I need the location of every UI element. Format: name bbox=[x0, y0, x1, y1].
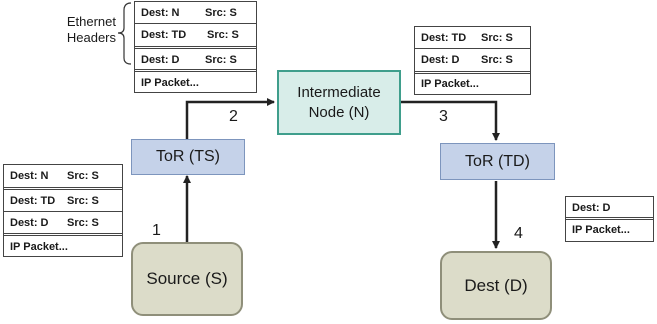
src-field: Src: S bbox=[67, 217, 99, 229]
header-stack-top-right bbox=[414, 26, 531, 95]
step-3-label: 3 bbox=[439, 108, 448, 125]
dest-field: Dest: D bbox=[141, 54, 180, 66]
dest-field: Dest: D bbox=[10, 217, 49, 229]
src-field: Src: S bbox=[67, 195, 99, 207]
header-row bbox=[4, 212, 122, 236]
dest-field: Dest: TD bbox=[10, 195, 56, 207]
source-node bbox=[131, 242, 243, 316]
intermediate-node bbox=[277, 70, 401, 135]
ip-packet-row bbox=[415, 73, 530, 95]
tor-td-node bbox=[440, 143, 555, 180]
dest-label: Dest (D) bbox=[464, 275, 528, 295]
dest-field: Dest: D bbox=[421, 54, 460, 66]
ip-packet-row bbox=[4, 236, 122, 258]
src-field: Src: S bbox=[67, 170, 99, 182]
header-stack-top-left bbox=[134, 1, 257, 93]
ip-packet-row bbox=[135, 72, 256, 94]
src-field: Src: S bbox=[481, 54, 513, 66]
step-2-label: 2 bbox=[229, 108, 238, 125]
dest-field: Dest: D bbox=[572, 202, 611, 214]
src-field: Src: S bbox=[481, 32, 513, 44]
header-row bbox=[415, 49, 530, 74]
src-field: Src: S bbox=[205, 54, 237, 66]
intermediate-node-line2: Node (N) bbox=[308, 103, 370, 121]
intermediate-node-line1: Intermediate bbox=[297, 83, 381, 101]
packet-field: IP Packet... bbox=[572, 224, 630, 236]
header-row bbox=[135, 49, 256, 72]
header-row bbox=[135, 24, 256, 49]
ethernet-label-line2: Headers bbox=[66, 30, 116, 45]
tor-td-label: ToR (TD) bbox=[465, 152, 530, 170]
dest-field: Dest: TD bbox=[141, 29, 187, 41]
header-row bbox=[566, 197, 653, 220]
dest-field: Dest: N bbox=[10, 170, 49, 182]
ip-packet-row bbox=[566, 219, 653, 241]
tor-ts-label: ToR (TS) bbox=[156, 148, 220, 165]
tor-ts-node bbox=[131, 139, 245, 175]
source-label: Source (S) bbox=[146, 269, 228, 288]
ethernet-headers-label bbox=[52, 14, 116, 46]
src-field: Src: S bbox=[205, 7, 237, 19]
header-stack-bottom-right bbox=[565, 196, 654, 242]
header-row bbox=[4, 190, 122, 212]
ethernet-headers-brace bbox=[118, 3, 131, 64]
packet-field: IP Packet... bbox=[421, 78, 479, 90]
packet-field: IP Packet... bbox=[141, 77, 199, 89]
src-field: Src: S bbox=[207, 29, 239, 41]
dest-field: Dest: TD bbox=[421, 32, 467, 44]
dest-field: Dest: N bbox=[141, 7, 180, 19]
packet-field: IP Packet... bbox=[10, 241, 68, 253]
arrow-step-3 bbox=[401, 102, 496, 140]
dest-node bbox=[440, 251, 552, 320]
step-4-label: 4 bbox=[514, 225, 523, 242]
ethernet-label-line1: Ethernet bbox=[66, 14, 116, 29]
header-row bbox=[415, 27, 530, 49]
header-row bbox=[4, 165, 122, 190]
step-1-label: 1 bbox=[152, 222, 161, 239]
header-stack-bottom-left bbox=[3, 164, 123, 257]
header-row bbox=[135, 2, 256, 24]
